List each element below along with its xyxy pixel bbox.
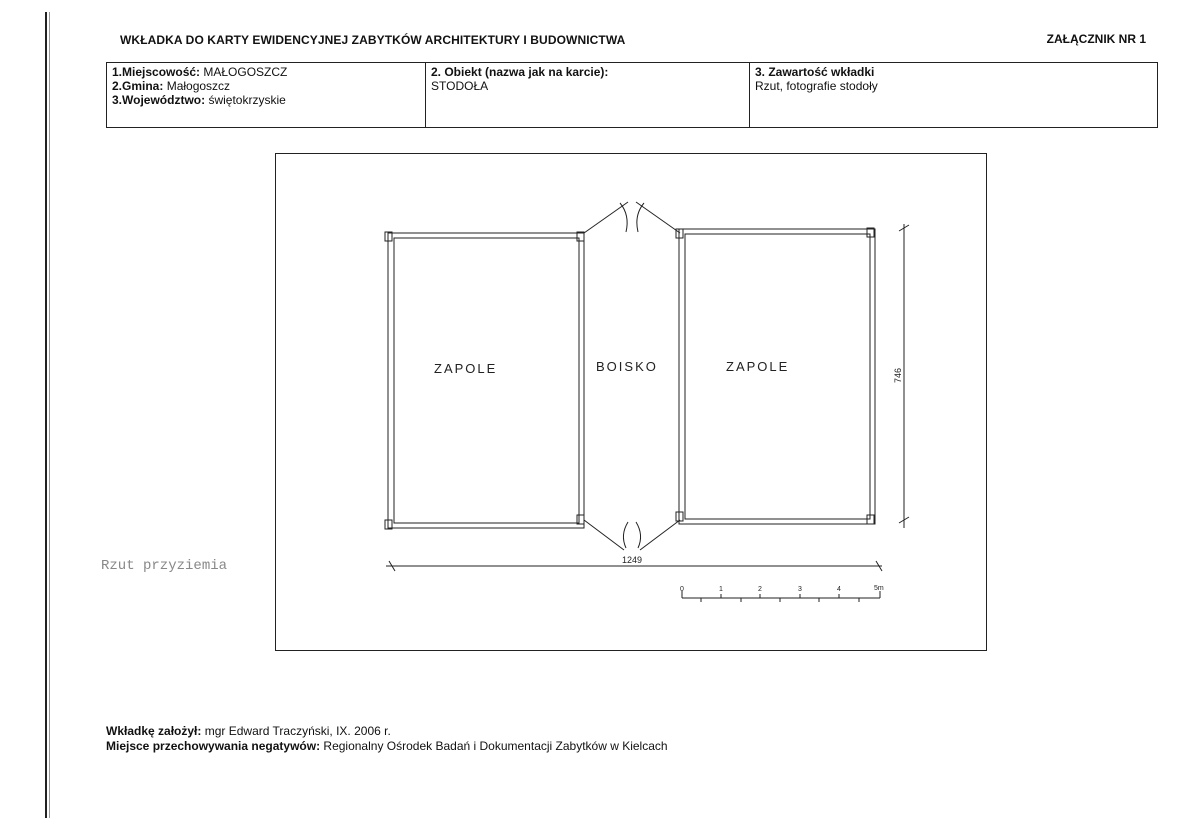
negatives-value: Regionalny Ośrodek Badań i Dokumentacji Zabytków w Kielcach <box>323 739 668 753</box>
room-label-right: ZAPOLE <box>726 359 790 374</box>
scale-label-1: 1 <box>719 586 723 593</box>
document-title: WKŁADKA DO KARTY EWIDENCYJNEJ ZABYTKÓW ARCHITEKTURY I BUDOWNICTWA <box>120 33 626 47</box>
right-wall-inner <box>685 234 870 519</box>
left-wall-outer <box>388 233 584 528</box>
annex-label: ZAŁĄCZNIK NR 1 <box>1046 32 1146 46</box>
width-dimension-label: 1249 <box>622 555 643 565</box>
door-swing-arc <box>636 522 641 548</box>
voivodeship-label: 3.Województwo: <box>112 93 206 107</box>
commune-label: 2.Gmina: <box>112 79 164 93</box>
contents-value: Rzut, fotografie stodoły <box>755 79 878 93</box>
contents-label: 3. Zawartość wkładki <box>755 65 875 79</box>
negatives-label: Miejsce przechowywania negatywów: <box>106 739 321 753</box>
plan-caption: Rzut przyziemia <box>101 558 228 574</box>
door-leaf-top-right <box>636 202 680 233</box>
door-leaf-bottom-left <box>584 520 624 550</box>
scale-label-5m: 5m <box>874 585 884 592</box>
created-value: mgr Edward Traczyński, IX. 2006 r. <box>204 724 391 738</box>
scale-label-2: 2 <box>758 586 762 593</box>
voivodeship-value: świętokrzyskie <box>208 93 286 107</box>
footer <box>106 724 668 754</box>
scale-ticks <box>682 591 880 602</box>
scale-label-3: 3 <box>798 586 802 593</box>
room-label-center: BOISKO <box>596 359 658 374</box>
door-swing-arc <box>623 522 628 548</box>
scale-label-4: 4 <box>837 586 841 593</box>
object-value: STODOŁA <box>431 79 489 93</box>
door-leaf-top-left <box>584 202 628 233</box>
place-label: 1.Miejscowość: <box>112 65 201 79</box>
scale-label-0: 0 <box>680 586 684 593</box>
created-label: Wkładkę założył: <box>106 724 202 738</box>
door-leaf-bottom-right <box>640 520 680 550</box>
place-value: MAŁOGOSZCZ <box>203 65 288 79</box>
room-label-left: ZAPOLE <box>434 361 498 376</box>
left-wall-inner <box>394 238 579 523</box>
right-wall-outer <box>679 229 875 524</box>
object-label: 2. Obiekt (nazwa jak na karcie): <box>431 65 609 79</box>
commune-value: Małogoszcz <box>166 79 231 93</box>
height-dimension-label: 746 <box>893 367 903 383</box>
